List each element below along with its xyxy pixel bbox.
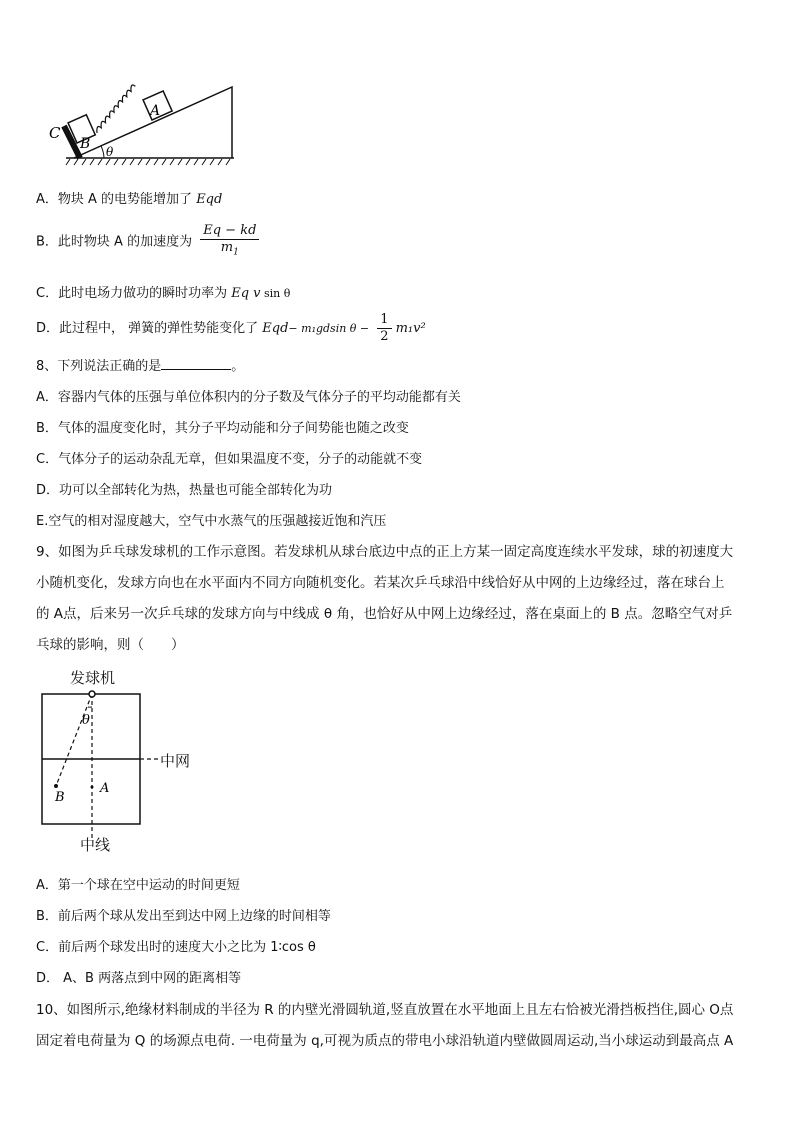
accel-fraction: $\frac{Eq - kd}{m_1}$ [200, 223, 259, 261]
q7-option-c: C．此时电场力做功的瞬时功率为 Eq v sin θ [36, 286, 291, 301]
answer-blank [161, 369, 231, 370]
fig-theta: θ [82, 713, 90, 728]
label-b: B [80, 136, 91, 152]
q8-option-e: E.空气的相对湿度越大，空气中水蒸气的压强越接近饱和汽压 [36, 514, 387, 529]
q8-option-d: D．功可以全部转化为热，热量也可能全部转化为功 [36, 483, 333, 498]
q8-stem: 8、下列说法正确的是 。 [36, 359, 245, 374]
table-diagram [36, 686, 196, 846]
q9-option-d: D． A、B 两落点到中网的距离相等 [36, 971, 242, 986]
q9-stem-line-1: 9、如图为乒乓球发球机的工作示意图。若发球机从球台底边中点的正上方某一固定高度连续水平发球，球的初速度大 [36, 544, 734, 560]
q7-option-b: B．此时物块 A 的加速度为 $\frac{Eq - kd}{m_1}$ [36, 223, 263, 261]
q8-option-a: A．容器内气体的压强与单位体积内的分子数及气体分子的平均动能都有关 [36, 390, 461, 405]
q9-stem-line-4: 乓球的影响，则（ ） [36, 637, 185, 653]
label-theta: θ [106, 145, 114, 159]
q7-option-a: A．物块 A 的电势能增加了 Eqd [36, 192, 223, 207]
midline-label: 中线 [80, 836, 111, 854]
q9-option-a: A．第一个球在空中运动的时间更短 [36, 878, 240, 893]
fig-point-a: A [100, 781, 110, 796]
machine-label: 发球机 [70, 669, 116, 687]
q10-stem-line-1: 10、如图所示,绝缘材料制成的半径为 R 的内壁光滑圆轨道,竖直放置在水平地面上且左右恰被光滑挡板挡住,圆心 O点 [36, 1002, 734, 1018]
q8-option-c: C．气体分子的运动杂乱无章，但如果温度不变，分子的动能就不变 [36, 452, 423, 467]
q9-stem-line-2: 小随机变化，发球方向也在水平面内不同方向随机变化。若某次乒乓球沿中线恰好从中网的上边缘经过，落在球台上 [36, 575, 725, 591]
q8-option-b: B．气体的温度变化时，其分子平均动能和分子间势能也随之改变 [36, 421, 409, 436]
q10-stem-line-2: 固定着电荷量为 Q 的场源点电荷. 一电荷量为 q,可视为质点的带电小球沿轨道内壁做圆周运动,当小球运动到最高点 A [36, 1033, 734, 1049]
incline-figure [44, 82, 244, 167]
q9-option-b: B．前后两个球从发出至到达中网上边缘的时间相等 [36, 909, 331, 924]
label-a: A [150, 103, 161, 119]
half-fraction: $\frac{1}{2}$ [377, 312, 391, 345]
q9-stem-line-3: 的 A点，后来另一次乒乓球的发球方向与中线成 θ 角，也恰好从中网上边缘经过，落在桌面上的 B 点。忽略空气对乒 [36, 606, 733, 622]
net-label: 中网 [160, 752, 191, 770]
q9-option-c: C．前后两个球发出时的速度大小之比为 1∶cos θ [36, 940, 316, 955]
fig-point-b: B [55, 790, 65, 805]
q7-option-d: D．此过程中， 弹簧的弹性势能变化了 Eqd− m₁gdsin θ − $\frac{1}{2}$ m₁v² [36, 312, 426, 344]
label-c: C [49, 124, 61, 142]
